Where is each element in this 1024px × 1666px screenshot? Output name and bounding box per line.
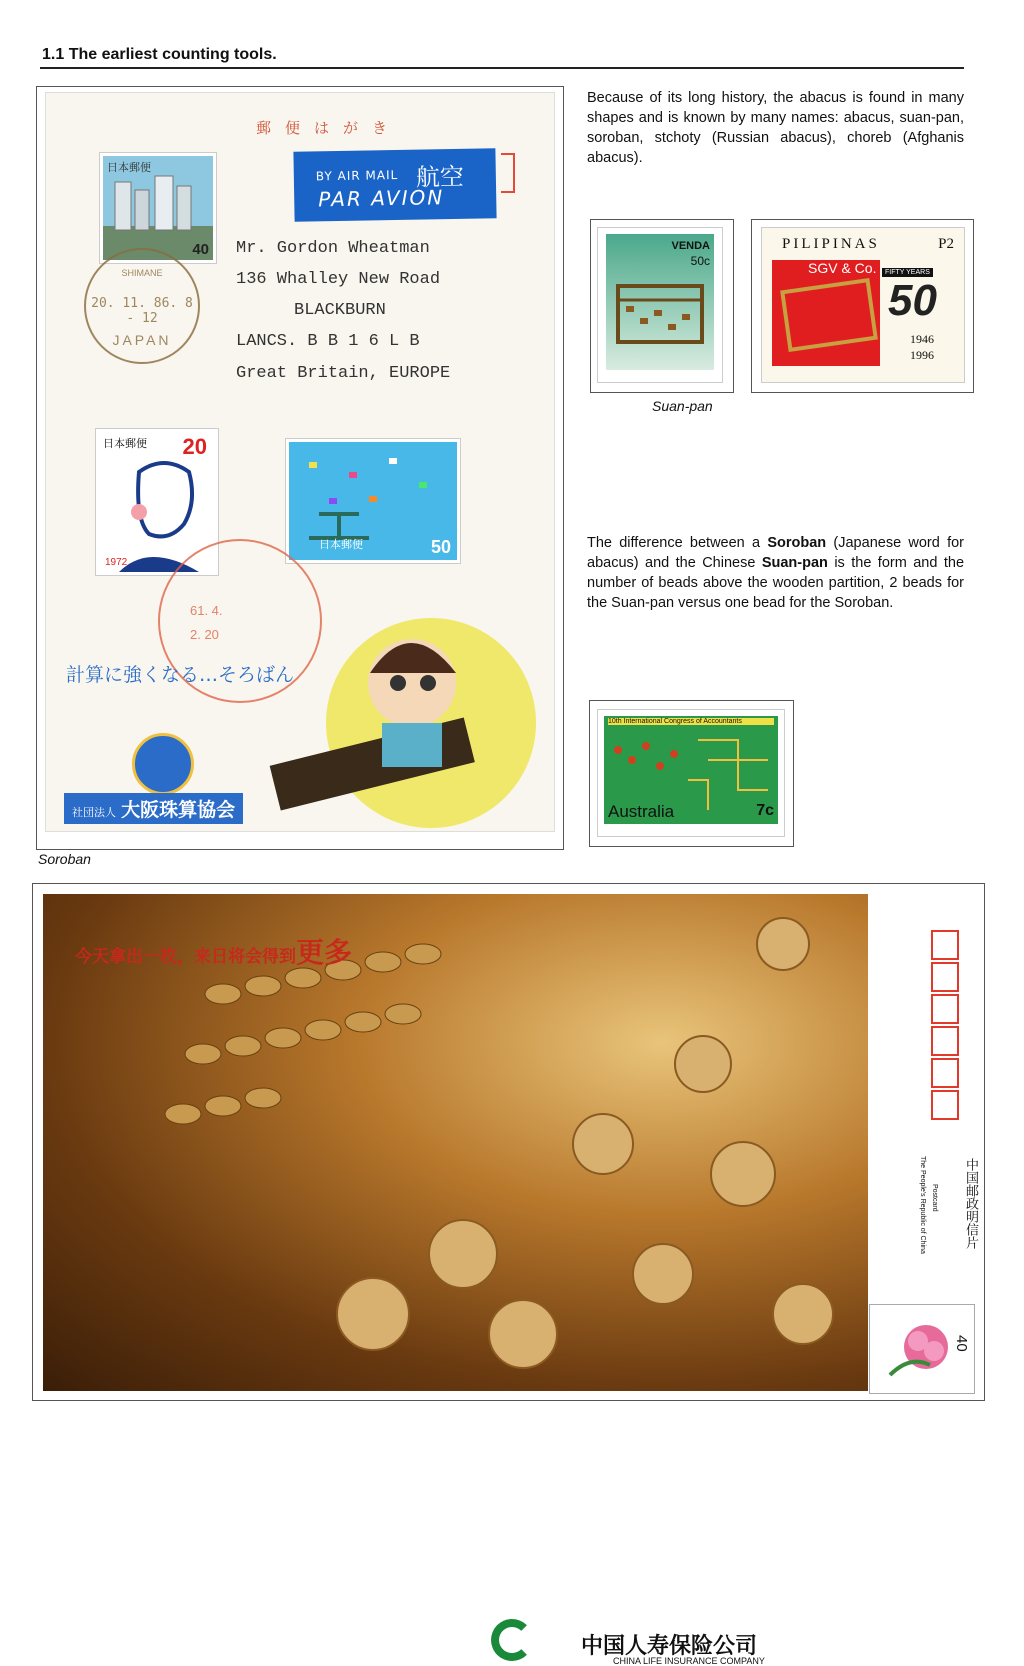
stamp-value: 50c xyxy=(690,254,710,268)
paragraph-text: is the form and the number of beads above the wooden partition, 2 beads for the Suan-pan versus one bead for the Soroban. xyxy=(587,555,965,611)
postmark xyxy=(84,248,200,364)
airmail-small-text: BY AIR MAIL xyxy=(315,167,399,184)
flower-stamp xyxy=(869,1304,975,1394)
airmail-big-text: PAR AVION xyxy=(318,185,445,212)
paragraph-text: (Japanese word for abacus) and the Chinese xyxy=(587,535,965,571)
postmark-country: JAPAN xyxy=(112,332,172,348)
stamp-year-start: 1946 xyxy=(910,332,934,346)
stamp-value: 40 xyxy=(192,241,209,258)
chinese-postcard xyxy=(32,883,985,1666)
address-line-3: BLACKBURN xyxy=(294,301,386,320)
association-name xyxy=(64,793,243,824)
stamp-country: 日本郵便 xyxy=(107,161,151,174)
stamp-brand: SGV & Co. xyxy=(808,260,877,276)
postmark-place: SHIMANE xyxy=(121,268,163,278)
postcard-label-zh: 中国邮政明信片 xyxy=(963,1158,978,1249)
company-name-en: CHINA LIFE INSURANCE COMPANY xyxy=(613,1656,765,1666)
stamp-scales xyxy=(286,439,460,563)
company-name-zh: 中国人寿保险公司 xyxy=(581,1634,758,1659)
caption-suan-pan: Suan-pan xyxy=(652,398,713,414)
stamp-year: 1972 xyxy=(105,557,128,568)
company-logo-icon xyxy=(491,1619,533,1661)
pilipinas-stamp xyxy=(762,228,964,382)
association-logo xyxy=(132,733,194,795)
chinese-slogan-emphasis: 更多 xyxy=(296,936,353,969)
address-line-4: LANCS. B B 1 6 L B xyxy=(236,332,420,351)
card-header: 郵便はがき xyxy=(256,119,402,137)
chinese-slogan-text: 今天拿出一枚，来日将会得到 xyxy=(75,947,296,967)
venda-stamp xyxy=(598,228,722,382)
caption-soroban: Soroban xyxy=(38,851,91,867)
postcode-box-2 xyxy=(931,962,959,992)
postcode-box-1 xyxy=(931,930,959,960)
stamp-value: P2 xyxy=(938,236,954,252)
red-postmark-date-bottom: 2. 20 xyxy=(190,627,219,642)
paragraph-names: Because of its long history, the abacus is found in many shapes and is known by many names: abacus, suan-pan, soroban, stchoty (Russian abacus), choreb (Afghanis abacus). xyxy=(587,90,964,166)
airmail-label xyxy=(293,148,496,222)
address-line-2: 136 Whalley New Road xyxy=(236,270,441,289)
association-prefix: 社団法人 xyxy=(72,806,116,819)
stamp-year-end: 1996 xyxy=(910,348,934,362)
postcard-label-en2: Postcard xyxy=(931,1184,938,1212)
stamp-big-number: 50 xyxy=(888,276,937,325)
postcode-box-4 xyxy=(931,1026,959,1056)
soroban-term: Soroban xyxy=(767,535,827,551)
suan-pan-term: Suan-pan xyxy=(761,555,828,571)
japanese-postcard xyxy=(46,93,554,831)
stamp-value: 7c xyxy=(756,802,774,819)
boy-on-abacus-illustration xyxy=(262,623,552,833)
stamp-title: 10th International Congress of Accountants xyxy=(608,718,774,725)
stamp-country: 日本郵便 xyxy=(103,437,147,450)
stamp-value: 20 xyxy=(182,434,207,459)
red-bracket xyxy=(501,153,515,193)
postmark-date: 20. 11. 86. 8 - 12 xyxy=(91,296,193,326)
postcode-box-5 xyxy=(931,1058,959,1088)
abacus-coins-photo xyxy=(43,894,868,1666)
stamp-value: 40 xyxy=(953,1335,970,1352)
abacus-illustration xyxy=(762,228,964,382)
stamp-country: 日本郵便 xyxy=(319,538,363,551)
stamp-banner: FIFTY YEARS xyxy=(882,268,933,277)
association-title: 大阪珠算協会 xyxy=(121,799,236,821)
heading-rule xyxy=(40,67,964,69)
address-line-5: Great Britain, EUROPE xyxy=(236,364,451,383)
airmail-kanji: 航空 xyxy=(415,162,465,192)
soroban-slogan: 計算に強くなる…そろばん xyxy=(66,664,295,686)
postcode-box-6 xyxy=(931,1090,959,1120)
stamp-buildings xyxy=(100,153,216,263)
page-heading: 1.1 The earliest counting tools. xyxy=(42,46,277,63)
suanpan-illustration xyxy=(598,228,722,382)
chinese-slogan xyxy=(75,931,352,971)
australia-stamp xyxy=(598,710,784,836)
stamp-country: Australia xyxy=(608,802,675,821)
paragraph-difference xyxy=(587,533,964,613)
address-line-1: Mr. Gordon Wheatman xyxy=(236,239,430,258)
stamp-value: 50 xyxy=(430,537,451,557)
red-postmark-date-top: 61. 4. xyxy=(190,603,223,618)
postcard-label-en: The People's Republic of China xyxy=(919,1156,926,1254)
paragraph-text: The difference between a xyxy=(587,535,768,551)
stamp-country: PILIPINAS xyxy=(782,236,880,252)
stamp-country: VENDA xyxy=(671,240,710,252)
postcode-box-3 xyxy=(931,994,959,1024)
